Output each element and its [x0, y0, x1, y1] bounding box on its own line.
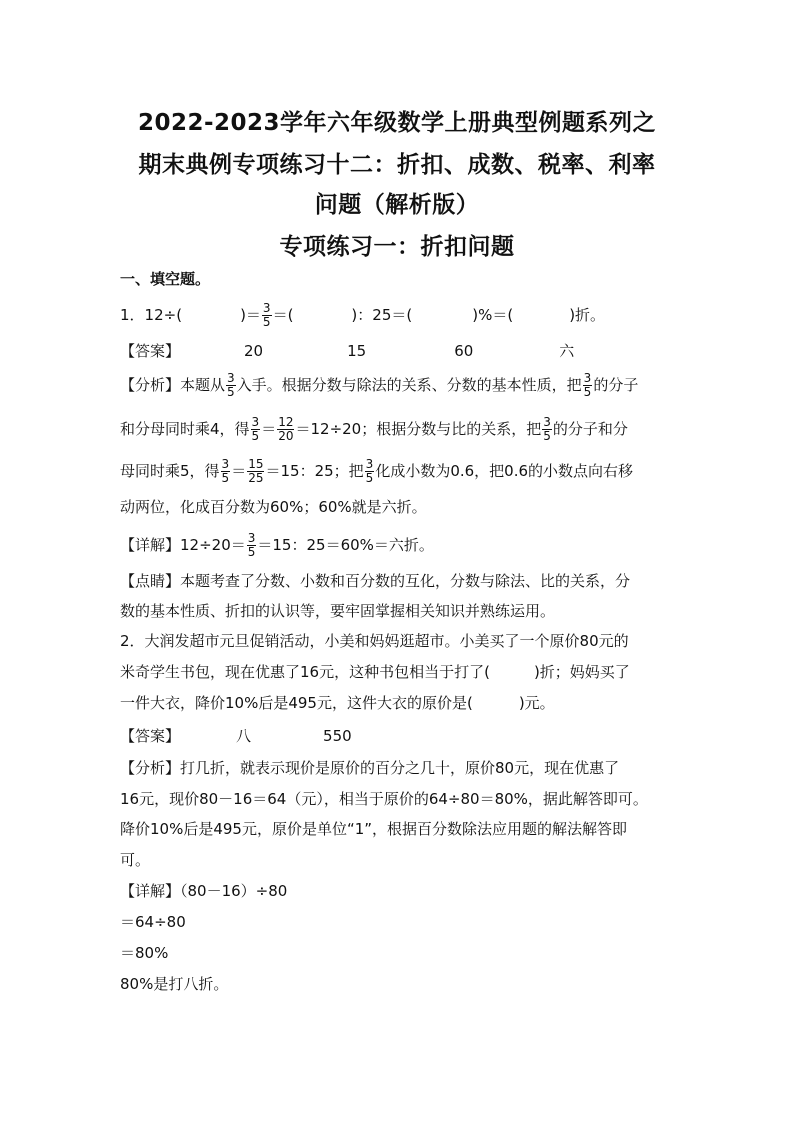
q2-analysis-line-3: 降价10%后是495元，原价是单位“1”，根据百分数除法应用题的解法解答即	[120, 820, 628, 838]
q2-detail-line-2: ＝64÷80	[120, 913, 186, 931]
q1-analysis-line-3: 母同时乘5，得 $\frac{3}{5}$ ＝ $\frac{15}{25}$ ＝15：25；把 $\frac{3}{5}$ 化成小数为0.6，把0.6的小数点向右移	[120, 458, 634, 485]
q2-question-line-1: 2．大润发超市元旦促销活动，小美和妈妈逛超市。小美买了一个原价80元的	[120, 632, 629, 650]
q2-question-line-2: 米奇学生书包，现在优惠了16元，这种书包相当于打了( )折；妈妈买了	[120, 663, 630, 681]
q2-analysis-line-4: 可。	[120, 851, 151, 869]
q1-analysis-line-1: 【分析】本题从 $\frac{3}{5}$ 入手。根据分数与除法的关系、分数的基本性质，把 $\frac{3}{5}$ 的分子	[120, 372, 639, 399]
q1-question: 1．12÷( )＝ $\frac{3}{5}$ ＝( )：25＝( )%＝( )折。	[120, 302, 606, 329]
q1-analysis-line-4: 动两位，化成百分数为60%；60%就是六折。	[120, 498, 427, 516]
title-line-2: 期末典例专项练习十二：折扣、成数、税率、利率	[138, 152, 656, 178]
q2-analysis-line-1: 【分析】打几折，就表示现价是原价的百分之几十，原价80元，现在优惠了	[120, 759, 620, 777]
q2-question-line-3: 一件大衣，降价10%后是495元，这件大衣的原价是( )元。	[120, 694, 555, 712]
q2-analysis-line-2: 16元，现价80－16＝64（元），相当于原价的64÷80＝80%，据此解答即可。	[120, 790, 648, 808]
title-line-1: 2022-2023学年六年级数学上册典型例题系列之	[137, 110, 657, 136]
title-line-3: 问题（解析版）	[314, 192, 480, 218]
q1-answer: 【答案】 20 15 60 六	[120, 342, 575, 360]
q2-detail-line-1: 【详解】（80－16）÷80	[120, 882, 288, 900]
q1-analysis-line-2: 和分母同时乘4，得 $\frac{3}{5}$ ＝ $\frac{12}{20}$ ＝12÷20；根据分数与比的关系，把 $\frac{3}{5}$ 的分子和分	[120, 416, 628, 443]
subtitle: 专项练习一：折扣问题	[279, 234, 515, 260]
q2-detail-line-4: 80%是打八折。	[120, 975, 229, 993]
q1-comment-line-2: 数的基本性质、折扣的认识等，要牢固掌握相关知识并熟练运用。	[120, 602, 556, 620]
q2-detail-line-3: ＝80%	[120, 944, 169, 962]
fraction: $\frac{3}{5}$	[262, 302, 271, 329]
q1-detail: 【详解】12÷20＝ $\frac{3}{5}$ ＝15：25＝60%＝六折。	[120, 532, 434, 559]
q2-answer: 【答案】 八 550	[120, 727, 352, 745]
section-heading: 一、填空题。	[120, 270, 211, 288]
q1-comment-line-1: 【点睛】本题考查了分数、小数和百分数的互化，分数与除法、比的关系，分	[120, 572, 631, 590]
